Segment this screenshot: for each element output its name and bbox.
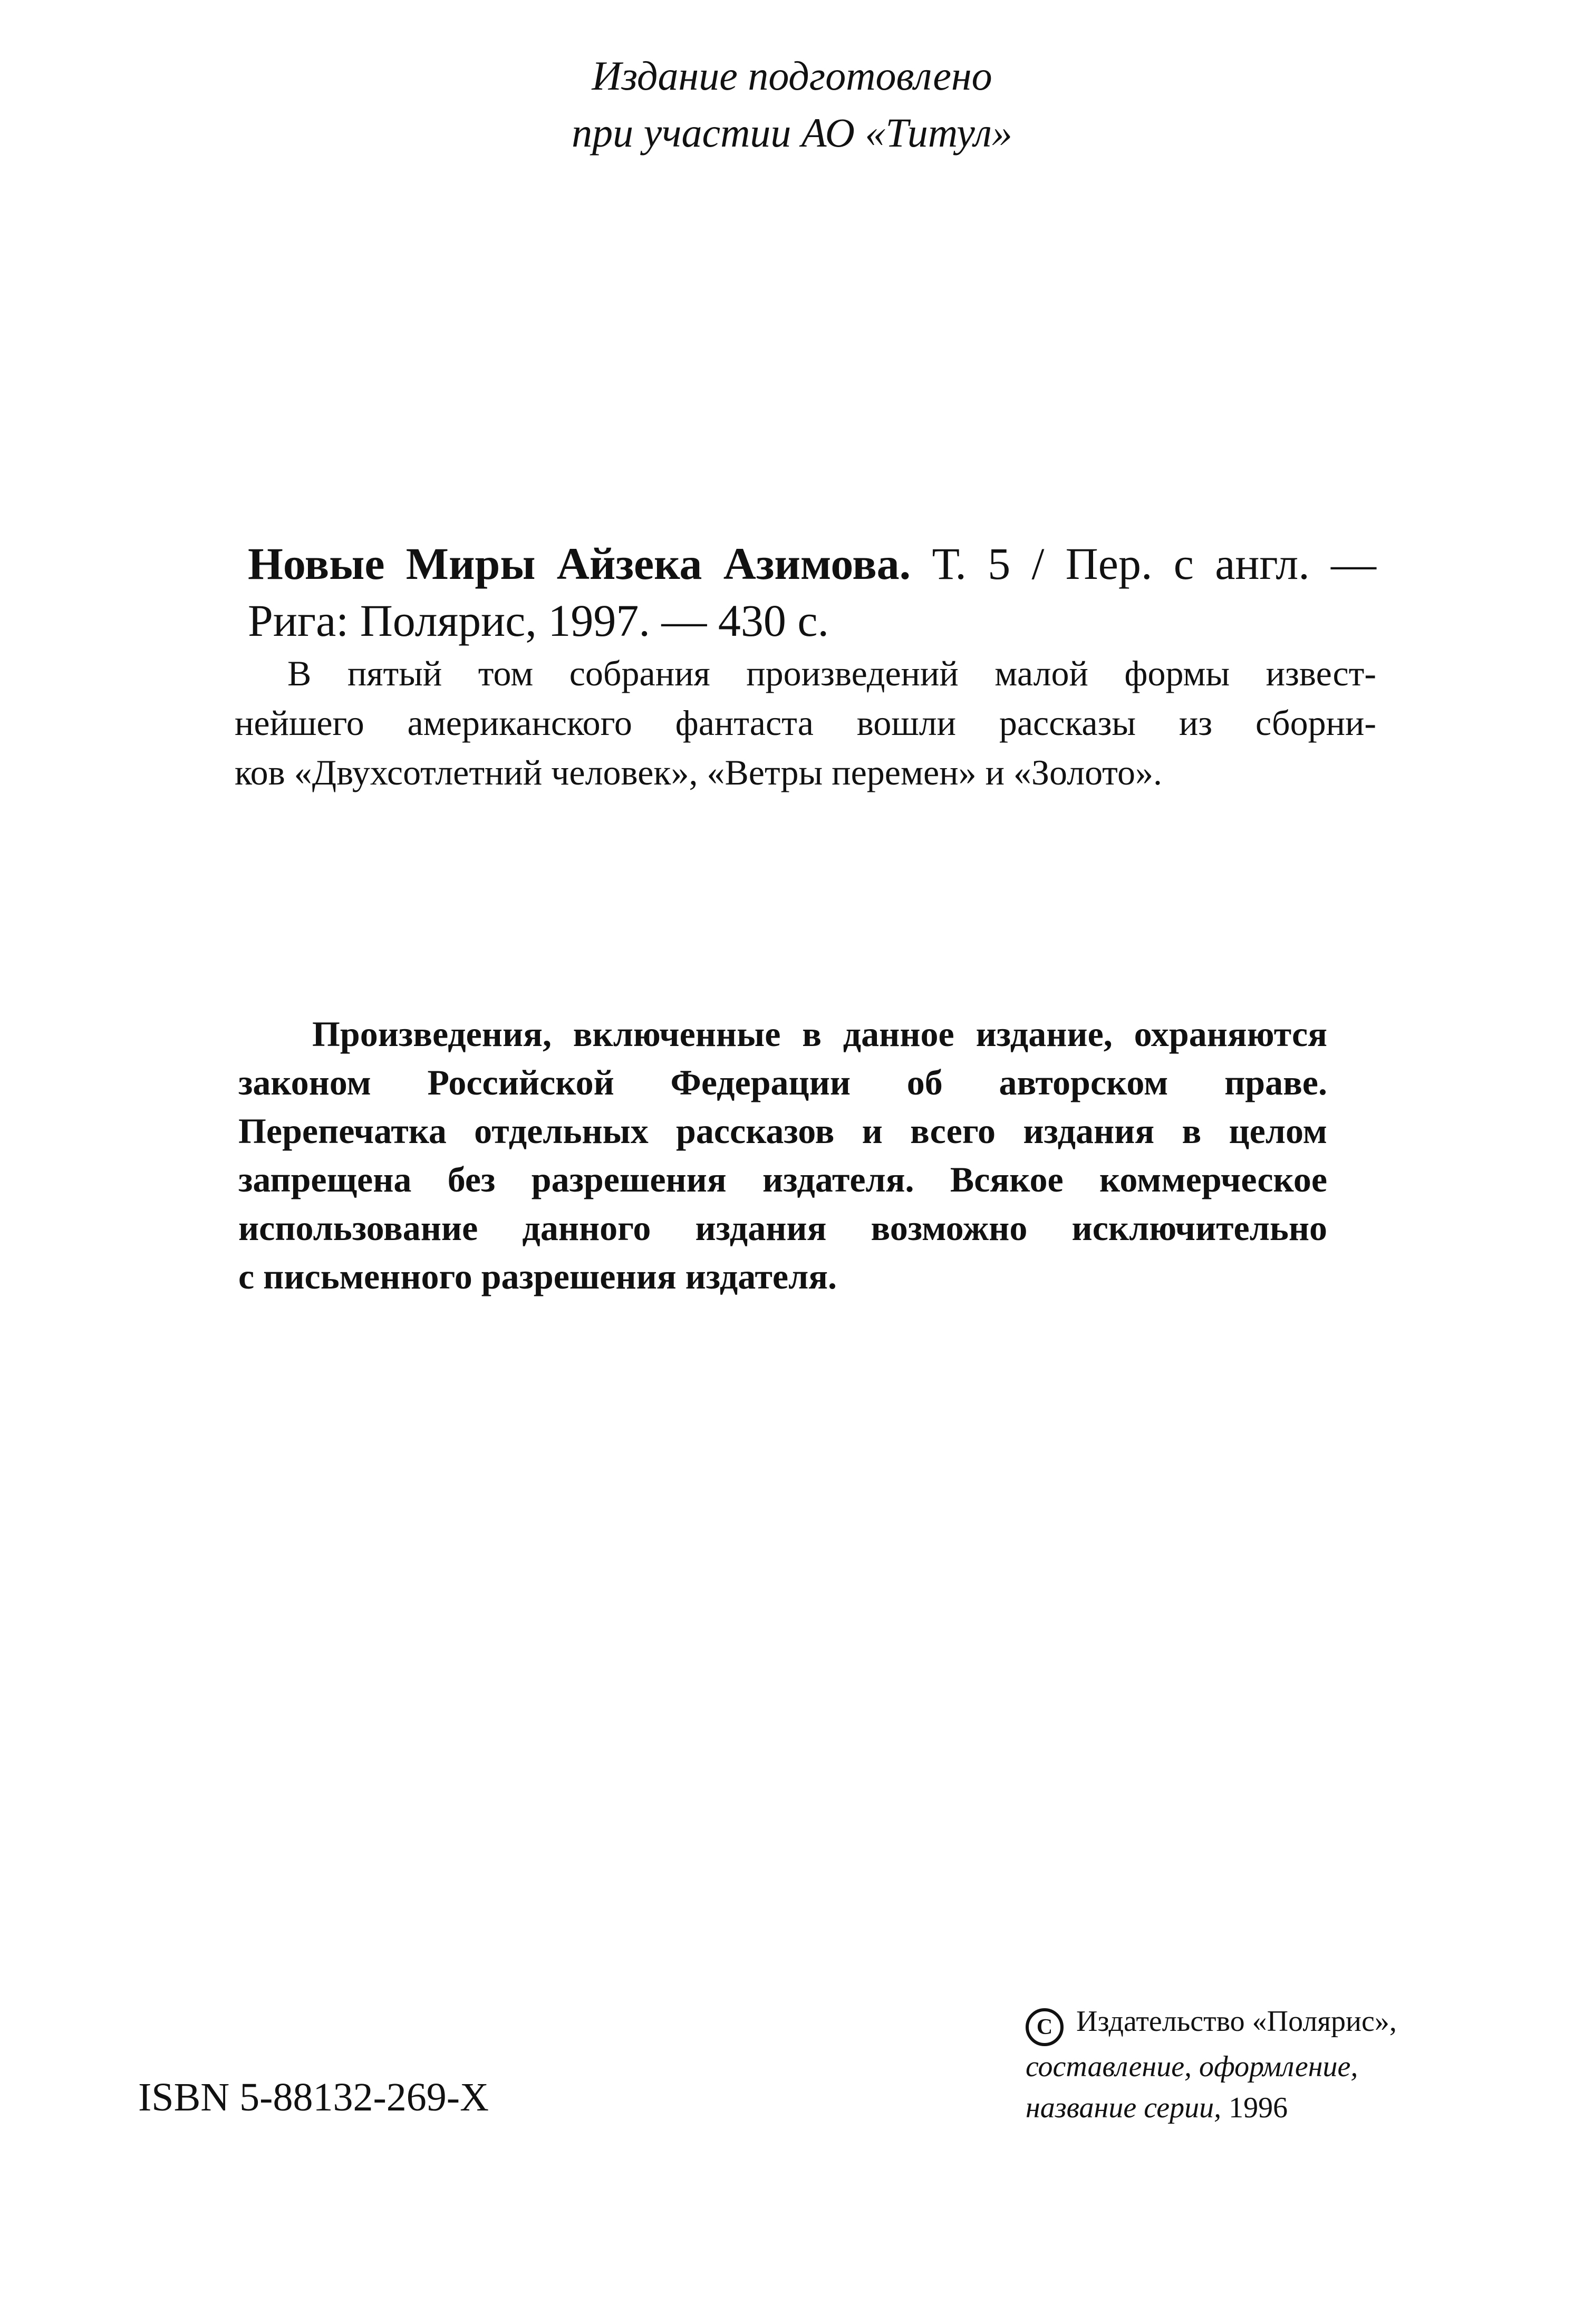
annotation-line-3: ков «Двухсотлетний человек», «Ветры перемен» и «Золото». [235, 752, 1163, 792]
annotation-line-1: В пятый том собрания произведений малой формы извест- [287, 653, 1376, 693]
notice-line-4: запрещена без разрешения издателя. Всякое коммерческое [238, 1159, 1327, 1199]
copyright-notice [238, 1010, 1327, 1301]
credit-line-2: при участии АО «Титул» [572, 110, 1012, 156]
notice-line-1: Произведения, включенные в данное издание, охраняются [312, 1014, 1327, 1054]
bibliographic-record [248, 535, 1376, 649]
credit-line-1: Издание подготовлено [592, 53, 992, 99]
bib-line-1 [248, 535, 1376, 592]
rights-text: название серии, [1026, 2091, 1222, 2124]
annotation [235, 648, 1376, 797]
imprint: Рига: Полярис, 1997. — 430 с. [248, 595, 829, 646]
copyright-year: 1996 [1229, 2091, 1288, 2124]
isbn: ISBN 5-88132-269-X [138, 2075, 489, 2119]
book-title: Новые Миры Айзека Азимова. [248, 538, 911, 589]
notice-line-5: использование данного издания возможно исключительно [238, 1208, 1327, 1248]
publisher-copyright [1026, 2001, 1397, 2128]
rights-line-1: составление, оформление, [1026, 2050, 1358, 2083]
rights-line-2 [1026, 2087, 1397, 2128]
copyright-icon: C [1026, 2008, 1064, 2046]
notice-line-2: законом Российской Федерации об авторском праве. [238, 1062, 1327, 1102]
annotation-line-2: нейшего американского фантаста вошли рассказы из сборни- [235, 703, 1376, 743]
notice-line-3: Перепечатка отдельных рассказов и всего издания в целом [238, 1111, 1327, 1151]
volume-translation: Т. 5 / Пер. с англ. — [932, 538, 1377, 589]
publisher-line [1026, 2001, 1397, 2046]
publisher-name: Издательство «Полярис», [1076, 2005, 1397, 2038]
edition-credit [0, 47, 1584, 161]
notice-line-6: с письменного разрешения издателя. [238, 1256, 837, 1296]
